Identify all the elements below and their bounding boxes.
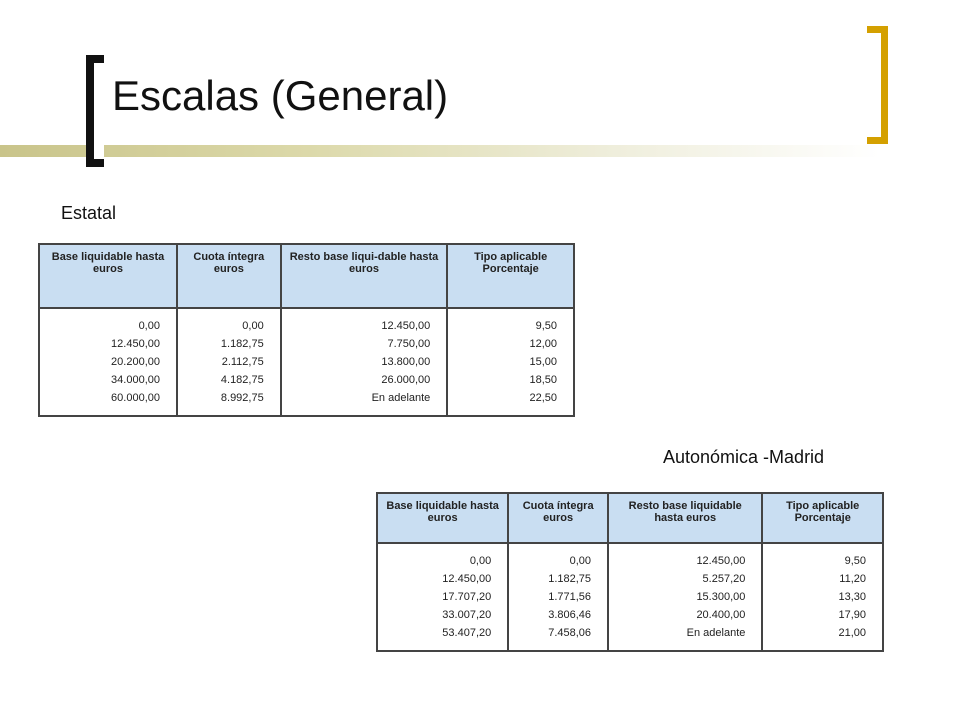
cell-cuota: 1.771,56 — [508, 588, 608, 606]
cell-base: 0,00 — [39, 308, 177, 335]
cell-resto: En adelante — [608, 624, 762, 651]
cell-base: 33.007,20 — [377, 606, 508, 624]
slide-title: Escalas (General) — [112, 72, 449, 119]
cell-resto: 7.750,00 — [281, 335, 448, 353]
cell-resto: 13.800,00 — [281, 353, 448, 371]
cell-cuota: 3.806,46 — [508, 606, 608, 624]
cell-cuota: 1.182,75 — [508, 570, 608, 588]
table-row — [377, 606, 883, 624]
table-row — [39, 308, 574, 335]
table-row — [39, 335, 574, 353]
cell-base: 0,00 — [377, 543, 508, 570]
cell-resto: En adelante — [281, 389, 448, 416]
cell-tipo: 11,20 — [762, 570, 883, 588]
cell-resto: 12.450,00 — [281, 308, 448, 335]
cell-base: 60.000,00 — [39, 389, 177, 416]
left-bracket-decoration — [86, 55, 104, 167]
cell-tipo: 12,00 — [447, 335, 574, 353]
madrid-label: Autonómica -Madrid — [663, 447, 825, 467]
title-underline-band — [0, 145, 880, 157]
right-bracket-decoration — [867, 26, 888, 144]
cell-cuota: 4.182,75 — [177, 371, 281, 389]
cell-base: 34.000,00 — [39, 371, 177, 389]
cell-tipo: 9,50 — [447, 308, 574, 335]
cell-base: 20.200,00 — [39, 353, 177, 371]
estatal-tax-table — [38, 243, 575, 417]
cell-tipo: 22,50 — [447, 389, 574, 416]
madrid-tax-table — [376, 492, 884, 652]
cell-base: 17.707,20 — [377, 588, 508, 606]
header-cuota-integra: Cuota íntegra euros — [508, 493, 608, 543]
table-row — [39, 389, 574, 416]
cell-tipo: 15,00 — [447, 353, 574, 371]
table-row — [377, 570, 883, 588]
cell-tipo: 9,50 — [762, 543, 883, 570]
cell-base: 12.450,00 — [377, 570, 508, 588]
cell-tipo: 21,00 — [762, 624, 883, 651]
cell-tipo: 18,50 — [447, 371, 574, 389]
estatal-label: Estatal — [61, 203, 117, 223]
cell-resto: 12.450,00 — [608, 543, 762, 570]
header-resto-base: Resto base liqui-dable hasta euros — [281, 244, 448, 308]
cell-resto: 15.300,00 — [608, 588, 762, 606]
cell-cuota: 0,00 — [177, 308, 281, 335]
cell-cuota: 7.458,06 — [508, 624, 608, 651]
table-row — [39, 371, 574, 389]
header-base-liquidable: Base liquidable hasta euros — [39, 244, 177, 308]
table-row — [39, 353, 574, 371]
cell-cuota: 0,00 — [508, 543, 608, 570]
cell-tipo: 13,30 — [762, 588, 883, 606]
header-cuota-integra: Cuota íntegra euros — [177, 244, 281, 308]
table-header-row — [39, 244, 574, 308]
table-row — [377, 624, 883, 651]
cell-cuota: 2.112,75 — [177, 353, 281, 371]
cell-base: 53.407,20 — [377, 624, 508, 651]
cell-resto: 5.257,20 — [608, 570, 762, 588]
cell-resto: 26.000,00 — [281, 371, 448, 389]
header-tipo-aplicable: Tipo aplicable Porcentaje — [762, 493, 883, 543]
cell-resto: 20.400,00 — [608, 606, 762, 624]
header-tipo-aplicable: Tipo aplicable Porcentaje — [447, 244, 574, 308]
table-row — [377, 543, 883, 570]
cell-cuota: 1.182,75 — [177, 335, 281, 353]
table-row — [377, 588, 883, 606]
table-header-row — [377, 493, 883, 543]
cell-tipo: 17,90 — [762, 606, 883, 624]
header-base-liquidable: Base liquidable hasta euros — [377, 493, 508, 543]
cell-cuota: 8.992,75 — [177, 389, 281, 416]
cell-base: 12.450,00 — [39, 335, 177, 353]
header-resto-base: Resto base liquidable hasta euros — [608, 493, 762, 543]
